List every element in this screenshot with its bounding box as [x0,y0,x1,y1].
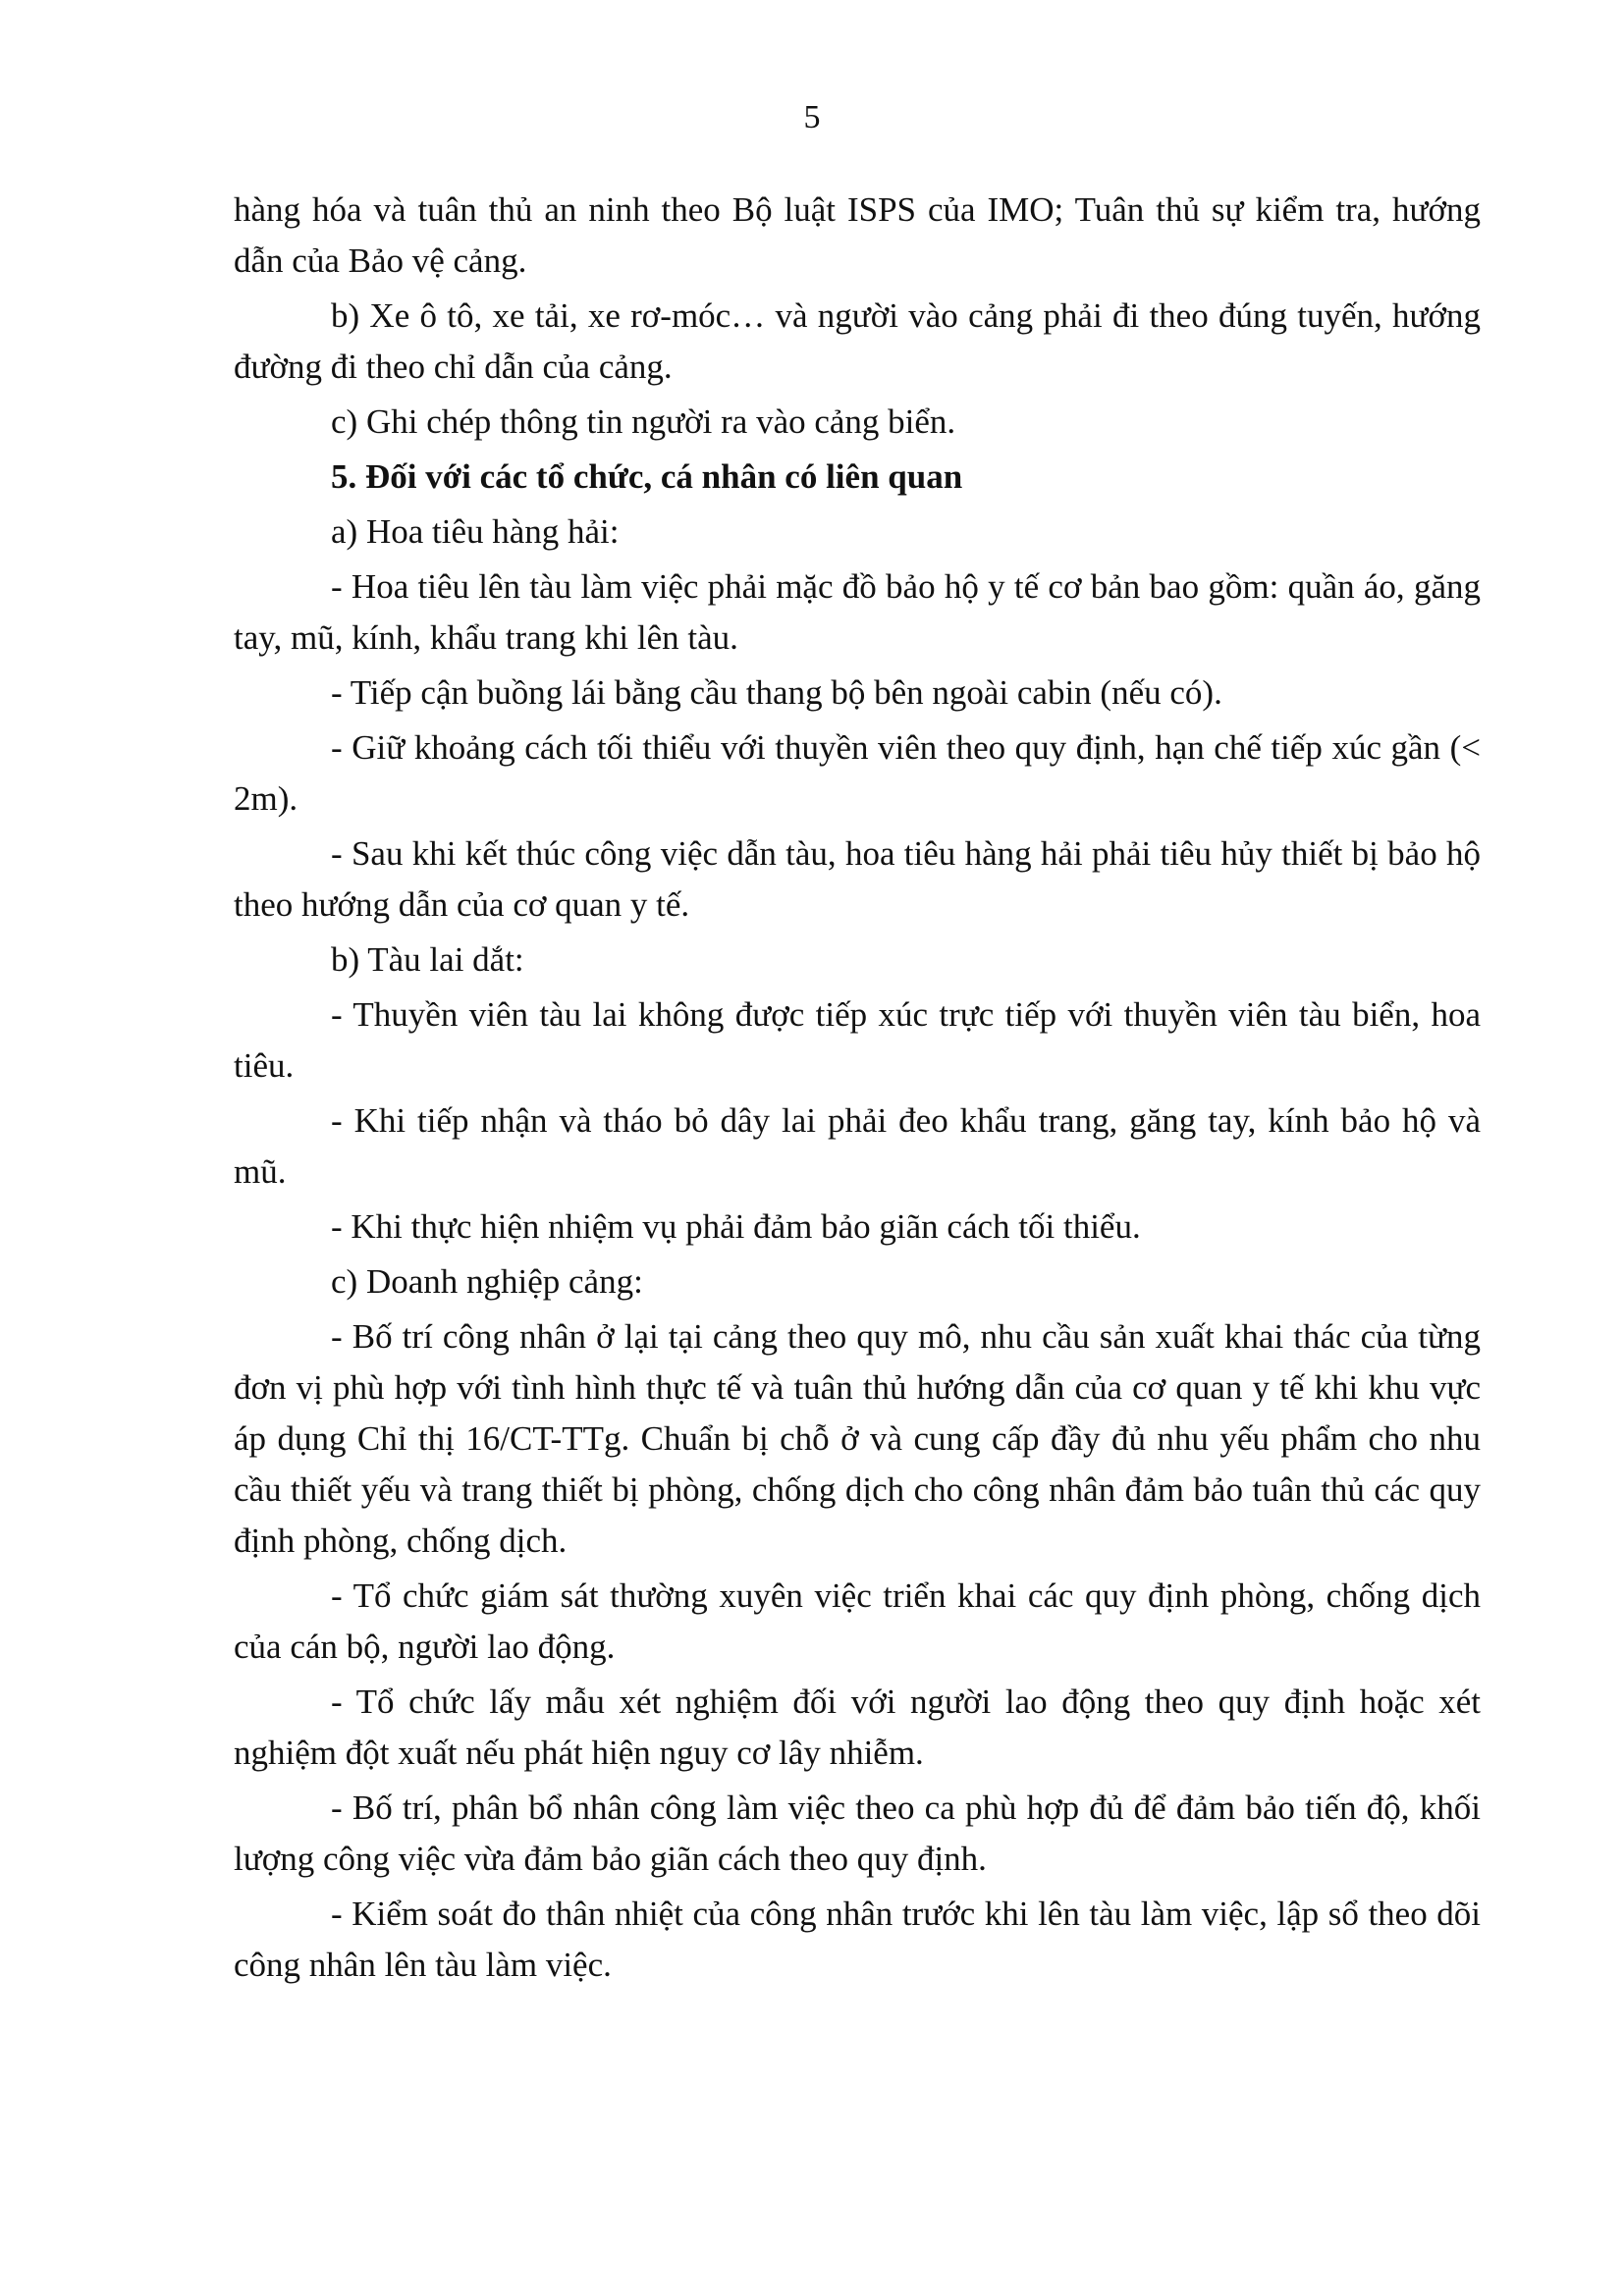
list-item: - Bố trí, phân bổ nhân công làm việc theo ca phù hợp đủ để đảm bảo tiến độ, khối lượng công việc vừa đảm bảo giãn cách theo quy định. [234,1789,1481,1878]
list-item: - Bố trí công nhân ở lại tại cảng theo quy mô, nhu cầu sản xuất khai thác của từng đơn vị phù hợp với tình hình thực tế và tuân thủ hướng dẫn của cơ quan y tế khi khu vực áp dụng Chỉ thị 16/CT-TTg. Chuẩn bị chỗ ở và cung cấp đầy đủ nhu yếu phẩm cho nhu cầu thiết yếu và trang thiết bị phòng, chống dịch cho công nhân đảm bảo tuân thủ các quy định phòng, chống dịch. [234,1317,1481,1560]
list-item: - Tổ chức giám sát thường xuyên việc triển khai các quy định phòng, chống dịch của cán bộ, người lao động. [234,1576,1481,1666]
list-item: - Hoa tiêu lên tàu làm việc phải mặc đồ bảo hộ y tế cơ bản bao gồm: quần áo, găng tay, mũ, kính, khẩu trang khi lên tàu. [234,567,1481,657]
list-item: - Khi tiếp nhận và tháo bỏ dây lai phải đeo khẩu trang, găng tay, kính bảo hộ và mũ. [234,1101,1481,1191]
list-item: - Tổ chức lấy mẫu xét nghiệm đối với người lao động theo quy định hoặc xét nghiệm đột xuất nếu phát hiện nguy cơ lây nhiễm. [234,1682,1481,1772]
paragraph: b) Xe ô tô, xe tải, xe rơ-móc… và người vào cảng phải đi theo đúng tuyến, hướng đường đi theo chỉ dẫn của cảng. [234,296,1481,386]
list-item: - Sau khi kết thúc công việc dẫn tàu, hoa tiêu hàng hải phải tiêu hủy thiết bị bảo hộ theo hướng dẫn của cơ quan y tế. [234,834,1481,924]
list-item: - Kiểm soát đo thân nhiệt của công nhân trước khi lên tàu làm việc, lập sổ theo dõi công nhân lên tàu làm việc. [234,1895,1481,1984]
list-item: - Tiếp cận buồng lái bằng cầu thang bộ bên ngoài cabin (nếu có). [331,673,1222,712]
paragraph: c) Ghi chép thông tin người ra vào cảng biển. [331,402,956,441]
list-item: - Thuyền viên tàu lai không được tiếp xúc trực tiếp với thuyền viên tàu biển, hoa tiêu. [234,995,1481,1085]
page-number: 5 [803,99,821,135]
paragraph: hàng hóa và tuân thủ an ninh theo Bộ luật ISPS của IMO; Tuân thủ sự kiểm tra, hướng dẫn của Bảo vệ cảng. [234,190,1481,280]
document-body [234,185,1481,1995]
subsection-label: a) Hoa tiêu hàng hải: [331,512,620,551]
list-item: - Khi thực hiện nhiệm vụ phải đảm bảo giãn cách tối thiểu. [331,1207,1141,1246]
subsection-label: c) Doanh nghiệp cảng: [331,1262,643,1301]
subsection-label: b) Tàu lai dắt: [331,940,524,979]
section-heading: 5. Đối với các tổ chức, cá nhân có liên quan [331,457,963,496]
list-item: - Giữ khoảng cách tối thiểu với thuyền viên theo quy định, hạn chế tiếp xúc gần (< 2m). [234,728,1481,818]
